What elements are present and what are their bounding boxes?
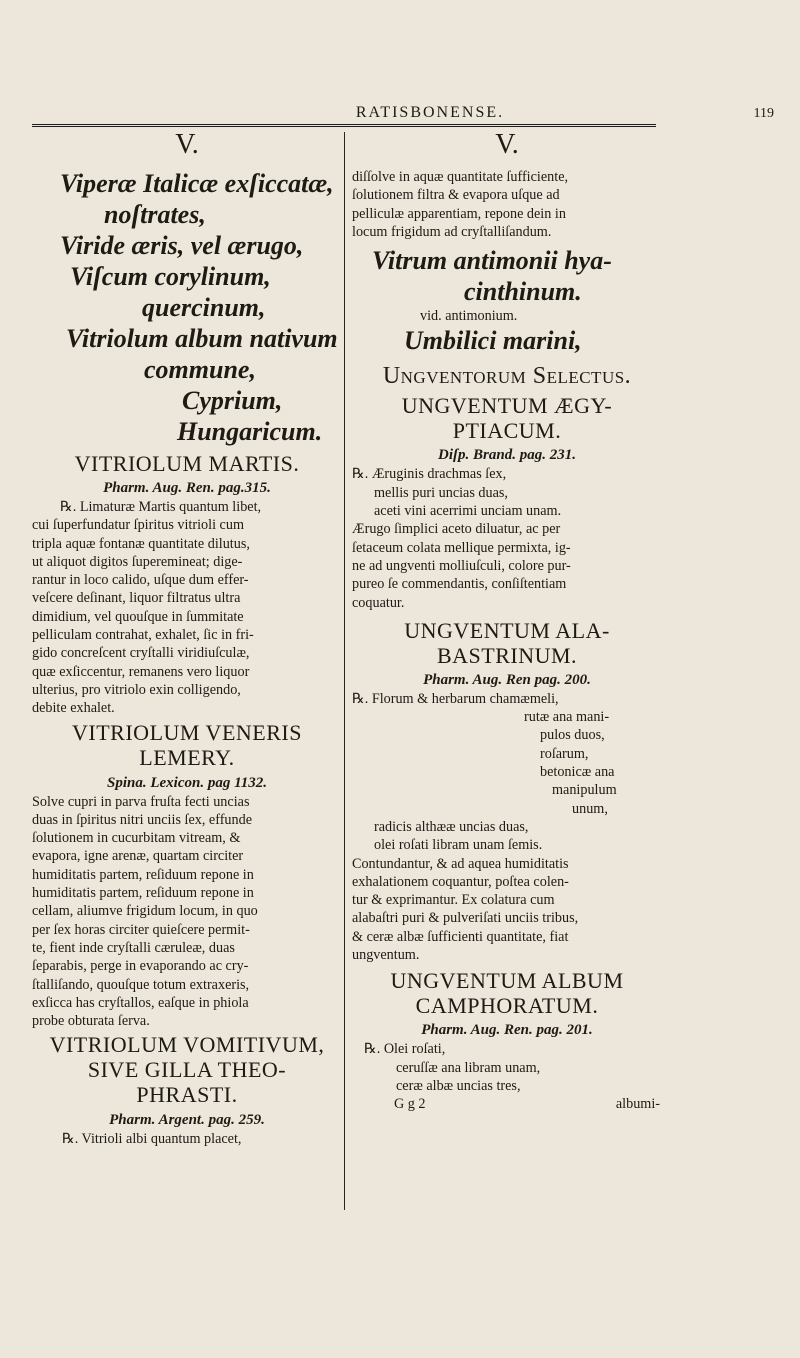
- text-line: exhalationem coquantur, poſtea colen-: [352, 873, 569, 890]
- text-line: te, fient inde cryſtalli cærulеæ, duas: [32, 939, 235, 956]
- text-line: ℞. Florum & herbarum chamæmeli,: [352, 690, 559, 707]
- heading-cinthinum: cinthinum.: [464, 277, 582, 307]
- text-line: tur & exprimantur. Ex colatura cum: [352, 892, 555, 909]
- text-line: evapora, igne arenæ, quartam circiter: [32, 848, 244, 865]
- text-line: ceræ albæ uncias tres,: [396, 1077, 521, 1094]
- text-line: pelliculam contrahat, exhalet, ſic in fri-: [32, 627, 254, 644]
- text-line: vid. antimonium.: [420, 308, 518, 325]
- text-line: pulos duos,: [540, 727, 605, 744]
- left-column: [32, 128, 342, 1149]
- text-line: ut aliquot digitos ſupereminеat; dige-: [32, 553, 243, 570]
- text-line: probe obturata ſerva.: [32, 1013, 150, 1030]
- heading-nostrates: noſtrates,: [104, 200, 206, 229]
- text-line: coquatur.: [352, 594, 405, 611]
- heading-commune: commune,: [144, 355, 256, 384]
- text-line: ℞. Vitrioli albi quantum placet,: [62, 1131, 242, 1148]
- text-line: ſtalliſando, quouſque totum extraxeris,: [32, 976, 250, 993]
- right-column: [352, 128, 662, 1113]
- text-line: ſolutionem filtra & evapora uſque ad: [352, 187, 560, 204]
- heading-camphoratum-1: UNGVENTUM ALBUM: [390, 968, 624, 994]
- text-line: alabaſtri puri & pulveriſati unciis tribus,: [352, 910, 579, 927]
- text-line: ℞. Olei roſati,: [364, 1041, 446, 1058]
- signature-mark: G g 2: [394, 1096, 426, 1113]
- text-vitriolum-veneris: [32, 793, 342, 1031]
- ref-aegyptiacum: Diſp. Brand. pag. 231.: [438, 447, 576, 464]
- text-line: Contundantur, & ad aquea humiditatis: [352, 855, 569, 872]
- ref-vitriolum-martis: Pharm. Aug. Ren. pag.315.: [103, 480, 271, 496]
- text-line: tripla aquæ fontanæ quantitate dilutus,: [32, 535, 250, 552]
- heading-hungaricum: Hungaricum.: [177, 417, 323, 446]
- running-head: [0, 104, 800, 124]
- heading-vitriolum-veneris-1: VITRIOLUM VENERIS: [72, 719, 302, 745]
- text-line: pureo ſe commendantis, conſiſtentiam: [352, 576, 567, 593]
- text-line: veſcere deſinant, liquor filtratus ultra: [32, 590, 241, 607]
- text-line: radicis althææ uncias duas,: [374, 818, 529, 835]
- text-line: aceti vini acerrimi unciam unam.: [374, 503, 562, 520]
- text-vitriolum-vomitivum: [32, 1130, 342, 1148]
- text-line: pelliculæ apparentiam, repone dein in: [352, 205, 566, 222]
- heading-camphoratum-2: CAMPHORATUM.: [415, 993, 599, 1019]
- text-line: cui ſuperfundatur ſpiritus vitrioli cum: [32, 517, 244, 534]
- text-line: per ſex horas circiter quieſcere permit-: [32, 921, 250, 938]
- header-rule: [32, 124, 656, 127]
- text-line: exſicca has cryſtallos, eaſque in phiola: [32, 994, 249, 1011]
- text-line: unum,: [572, 800, 608, 817]
- heading-viscum: Viſcum corylinum,: [70, 262, 271, 291]
- heading-vitrum: Vitrum antimonii hya-: [372, 246, 612, 276]
- text-line: olei roſati libram unam ſemis.: [374, 837, 543, 854]
- heading-quercinum: quercinum,: [142, 293, 266, 322]
- text-line: cellam, aliumve frigidum locum, in quo: [32, 903, 258, 920]
- heading-viperae: Viperæ Italicæ exſiccatæ,: [60, 169, 334, 198]
- text-line: dimidium, vel quouſque in ſummitate: [32, 608, 244, 625]
- text-camphoratum: [352, 1040, 662, 1095]
- heading-aegyptiacum-2: PTIACUM.: [452, 418, 562, 444]
- text-line: betonicæ ana: [540, 764, 615, 781]
- text-line: Ærugo ſimplici aceto diluatur, ac per: [352, 521, 561, 538]
- text-line: gido concreſcent cryſtalli viridiuſculæ,: [32, 645, 250, 662]
- heading-vitriolum-album: Vitriolum album nativum: [66, 324, 338, 353]
- text-line: ſeparabis, perge in evaporando ac cry-: [32, 958, 249, 975]
- page-number: 119: [753, 106, 774, 121]
- text-vitriolum-martis: [32, 498, 342, 718]
- text-line: duas in ſpiritus nitri unciis ſex, effunde: [32, 811, 253, 828]
- right-column-letter: V.: [495, 129, 519, 160]
- text-line: manipulum: [552, 782, 617, 799]
- ref-camphoratum: Pharm. Aug. Ren. pag. 201.: [421, 1022, 593, 1039]
- heading-alabastrinum-2: BASTRINUM.: [436, 642, 578, 668]
- heading-vitriolum-martis: VITRIOLUM MARTIS.: [74, 451, 300, 476]
- ref-vitriolum-veneris: Spina. Lexicon. pag 1132.: [106, 774, 267, 791]
- section-title-ungventorum: Ungventorum Selectus.: [382, 363, 632, 390]
- text-line: humiditatis partem, reſiduum repone in: [32, 866, 254, 883]
- text-alabastrinum: [352, 690, 662, 964]
- heading-aegyptiacum-1: UNGVENTUM ÆGY-: [401, 393, 613, 419]
- text-line: rutæ ana mani-: [524, 709, 610, 726]
- text-line: rantur in loco calido, uſque dum effer-: [32, 572, 249, 589]
- column-divider: [344, 132, 345, 1210]
- running-head-title: RATISBONENSE.: [355, 104, 505, 121]
- text-line: diſſolve in aquæ quantitate ſufficiente,: [352, 169, 569, 185]
- text-vid: [352, 307, 662, 325]
- text-line: ulterius, pro vitriolo exin colligendo,: [32, 681, 241, 698]
- text-line: roſarum,: [540, 745, 589, 762]
- ref-alabastrinum: Pharm. Aug. Ren pag. 200.: [423, 671, 591, 688]
- heading-vitriolum-vomitivum-1: VITRIOLUM VOMITIVUM,: [49, 1032, 325, 1058]
- text-line: & ceræ albæ ſufficienti quantitate, fiat: [352, 928, 569, 945]
- text-line: ℞. Æruginis drachmas ſex,: [352, 466, 507, 483]
- text-line: ceruſſæ ana libram unam,: [396, 1059, 541, 1076]
- heading-vitriolum-vomitivum-2: SIVE GILLA THEO-: [87, 1057, 287, 1083]
- text-line: ungventum.: [352, 947, 420, 964]
- page-footer: [352, 1095, 662, 1113]
- left-headings: [32, 168, 342, 447]
- text-line: locum frigidum ad cryſtalliſandum.: [352, 223, 552, 240]
- left-column-letter: V.: [175, 129, 199, 160]
- text-line: ſetaceum colata mellique permixta, ig-: [352, 539, 571, 556]
- heading-viride: Viride æris, vel ærugo,: [60, 231, 304, 260]
- text-intro: [352, 168, 662, 241]
- text-line: Solve cupri in parva fruſta fecti uncias: [32, 793, 250, 810]
- ref-vitriolum-vomitivum: Pharm. Argent. pag. 259.: [109, 1112, 265, 1129]
- heading-vitriolum-veneris-2: LEMERY.: [139, 744, 235, 770]
- heading-vitriolum-vomitivum-3: PHRASTI.: [136, 1082, 238, 1108]
- text-line: debite exhalet.: [32, 700, 115, 717]
- text-line: ſolutionem in cucurbitam vitream, &: [32, 830, 241, 847]
- text-line: quæ exſiccentur, remanens vero liquor: [32, 663, 250, 680]
- heading-umbilici: Umbilici marini,: [404, 326, 582, 356]
- text-aegyptiacum: [352, 465, 662, 611]
- text-line: ℞. Limaturæ Martis quantum libet,: [60, 499, 262, 515]
- text-line: mellis puri uncias duas,: [374, 484, 508, 501]
- catchword: albumi-: [615, 1096, 660, 1113]
- heading-alabastrinum-1: UNGVENTUM ALA-: [404, 617, 610, 643]
- text-line: humiditatis partem, reſiduum repone in: [32, 885, 254, 902]
- heading-cyprium: Cyprium,: [182, 386, 283, 415]
- text-line: ne ad ungventi molliuſculi, colore pur-: [352, 557, 571, 574]
